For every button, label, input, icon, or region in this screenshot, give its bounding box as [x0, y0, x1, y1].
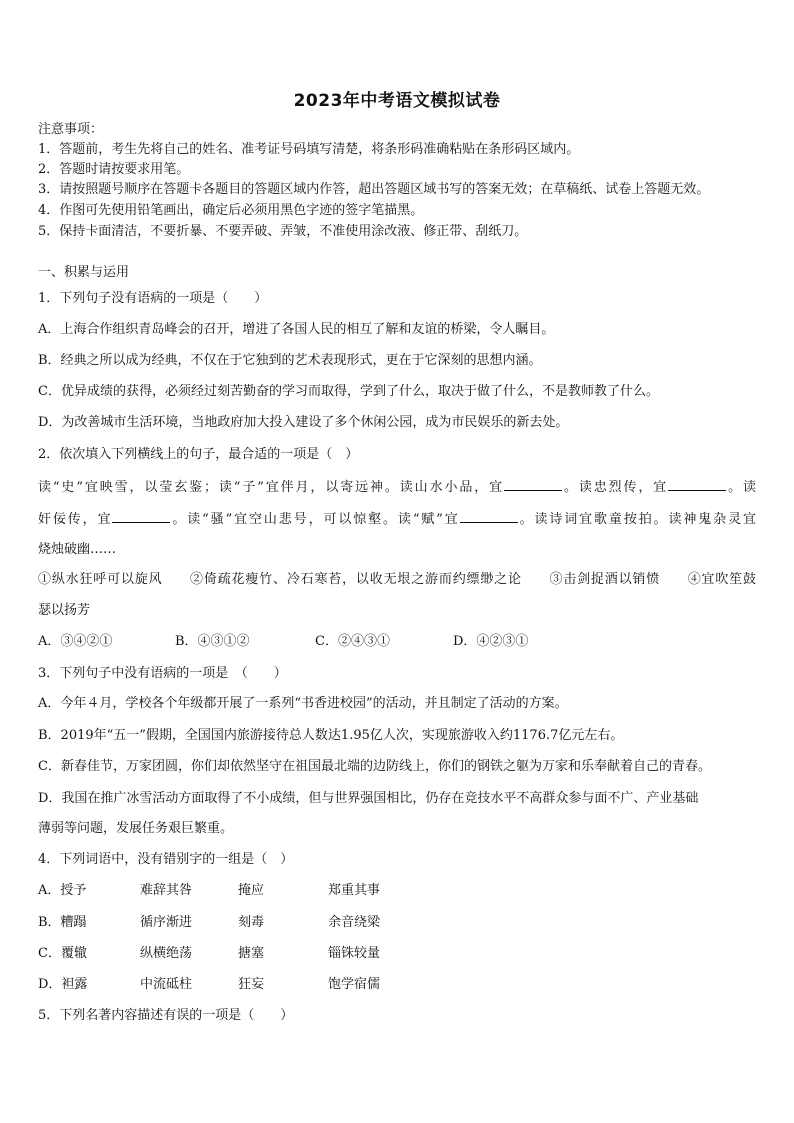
notice-item: 3．请按照题号顺序在答题卡各题目的答题区域内作答，超出答题区域书写的答案无效；在草稿纸、试卷上答题无效。 — [38, 182, 710, 197]
word-cell: 刻毒 — [238, 915, 265, 930]
question-stem: 2．依次填入下列横线上的句子，最合适的一项是（ ） — [38, 447, 359, 462]
question-stem: 1．下列句子没有语病的一项是（ ） — [38, 291, 268, 306]
notice-item: 5．保持卡面清洁，不要折暴、不要弄破、弄皱，不准使用涂改液、修正带、刮纸刀。 — [38, 224, 528, 239]
passage-text: 奸佞传，宜 — [38, 512, 113, 527]
answer-d: D．④②③① — [453, 634, 529, 649]
word-cell: A．授予 — [38, 883, 87, 898]
passage-line — [38, 509, 756, 530]
passage-text: 。读诗词宜歌童按拍。读神鬼杂灵宜 — [517, 512, 756, 527]
choice-line: ①纵水狂呼可以旋风 ②倚疏花瘦竹、冷石寒苔，以收无垠之游而约缥缈之论 ③击剑捉酒以销愤 ④宜吹笙鼓 — [38, 572, 756, 587]
word-cell: D．袒露 — [38, 977, 88, 992]
notice-heading: 注意事项： — [38, 122, 104, 137]
page-title: 2023年中考语文模拟试卷 — [293, 91, 501, 111]
option-a: A．今年４月，学校各个年级都开展了一系列“书香进校园”的活动，并且制定了活动的方案。 — [38, 696, 568, 711]
question-stem: 3．下列句子中没有语病的一项是 （ ） — [38, 666, 287, 681]
word-cell: 循序渐进 — [140, 915, 193, 930]
choice-line: 瑟以扬芳 — [38, 603, 91, 618]
option-c: C．新春佳节，万家团圆，你们却依然坚守在祖国最北端的边防线上，你们的钢铁之躯为万家和乐奉献着自己的青春。 — [38, 759, 711, 774]
word-cell: C．覆辙 — [38, 946, 87, 961]
word-cell: 饱学宿儒 — [328, 977, 381, 992]
passage-line: 烧烛破幽…… — [38, 542, 117, 557]
passage-text: 。读“骚”宜空山悲号，可以惊壑。读“赋”宜 — [170, 512, 460, 527]
option-b: B．经典之所以成为经典，不仅在于它独到的艺术表现形式，更在于它深刻的思想内涵。 — [38, 353, 542, 368]
answer-c: C．②④③① — [315, 634, 390, 649]
notice-item: 1．答题前，考生先将自己的姓名、准考证号码填写清楚，将条形码准确粘贴在条形码区域内。 — [38, 142, 580, 157]
word-cell: 纵横绝荡 — [140, 946, 193, 961]
word-cell: 狂妄 — [238, 977, 265, 992]
fill-blank — [504, 477, 562, 491]
word-cell: 锱铢较量 — [328, 946, 381, 961]
fill-blank — [460, 509, 518, 523]
answer-b: B．④③①② — [175, 634, 250, 649]
answer-a: A．③④②① — [38, 634, 113, 649]
word-cell: B．糟蹋 — [38, 915, 87, 930]
passage-text: 读“史”宜映雪，以莹玄鉴；读“子”宜伴月，以寄远神。读山水小品，宜 — [38, 480, 505, 495]
question-stem: 4．下列词语中，没有错别字的一组是（ ） — [38, 852, 294, 867]
notice-item: 4．作图可先使用铅笔画出，确定后必须用黑色字迹的签字笔描黑。 — [38, 203, 424, 218]
section-heading: 一、积累与运用 — [38, 265, 130, 280]
word-cell: 中流砥柱 — [140, 977, 193, 992]
fill-blank — [112, 509, 170, 523]
option-d: D．我国在推广冰雪活动方面取得了不小成绩，但与世界强国相比，仍存在竞技水平不高群众参与面不广、产业基础 — [38, 791, 699, 806]
question-stem: 5．下列名著内容描述有误的一项是（ ） — [38, 1008, 294, 1023]
option-a: A．上海合作组织青岛峰会的召开，增进了各国人民的相互了解和友谊的桥梁，令人瞩目。 — [38, 322, 555, 337]
word-cell: 郑重其事 — [328, 883, 381, 898]
passage-text: 。读忠烈传，宜 — [562, 480, 669, 495]
fill-blank — [668, 477, 726, 491]
option-b: B．2019年“五一”假期，全国国内旅游接待总人数达1.95亿人次，实现旅游收入约1176.7亿元左右。 — [38, 728, 624, 743]
word-cell: 难辞其咎 — [140, 883, 193, 898]
notice-item: 2．答题时请按要求用笔。 — [38, 162, 190, 177]
word-cell: 掩应 — [238, 883, 265, 898]
option-d: D．为改善城市生活环境，当地政府加大投入建设了多个休闲公园，成为市民娱乐的新去处。 — [38, 415, 569, 430]
option-d-continued: 薄弱等问题，发展任务艰巨繁重。 — [38, 821, 234, 836]
option-c: C．优异成绩的获得，必须经过刻苦勤奋的学习而取得，学到了什么，取决于做了什么，不是教师教了什么。 — [38, 384, 659, 399]
passage-line — [38, 477, 756, 498]
word-cell: 搪塞 — [238, 946, 265, 961]
passage-text: 。读 — [726, 480, 756, 495]
word-cell: 余音绕梁 — [328, 915, 381, 930]
